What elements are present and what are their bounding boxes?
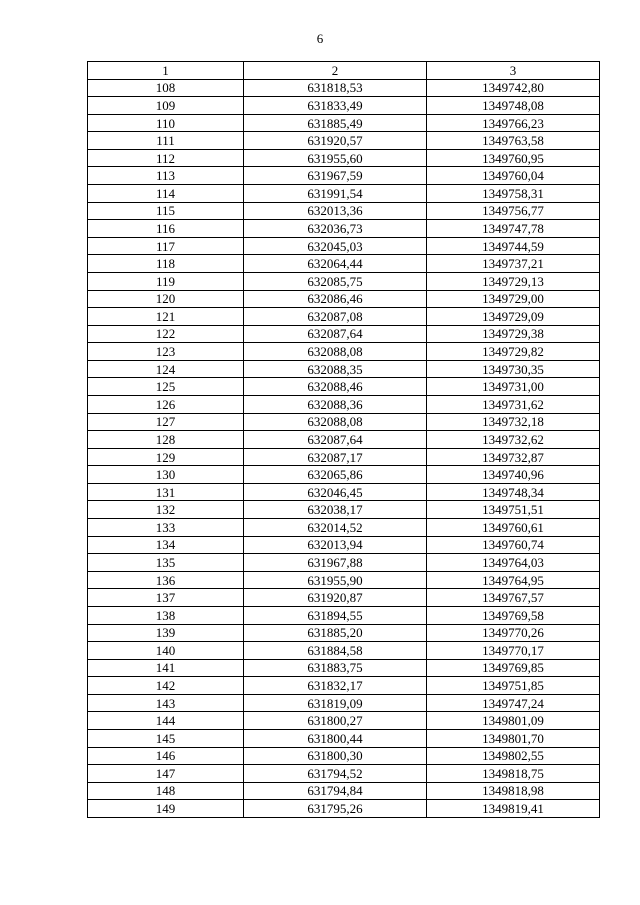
point-number-cell: 124 [88, 360, 244, 378]
x-coordinate-cell: 632013,36 [244, 202, 427, 220]
point-number-cell: 135 [88, 554, 244, 572]
y-coordinate-cell: 1349818,98 [427, 782, 600, 800]
y-coordinate-cell: 1349748,08 [427, 97, 600, 115]
point-number-cell: 117 [88, 237, 244, 255]
x-coordinate-cell: 631894,55 [244, 606, 427, 624]
table-row [88, 448, 600, 466]
y-coordinate-cell: 1349731,62 [427, 395, 600, 413]
y-coordinate-cell: 1349801,70 [427, 729, 600, 747]
y-coordinate-cell: 1349818,75 [427, 765, 600, 783]
point-number-cell: 113 [88, 167, 244, 185]
point-number-cell: 141 [88, 659, 244, 677]
x-coordinate-cell: 631885,20 [244, 624, 427, 642]
y-coordinate-cell: 1349802,55 [427, 747, 600, 765]
table-row [88, 185, 600, 203]
point-number-cell: 130 [88, 466, 244, 484]
y-coordinate-cell: 1349763,58 [427, 132, 600, 150]
x-coordinate-cell: 631794,52 [244, 765, 427, 783]
x-coordinate-cell: 631819,09 [244, 694, 427, 712]
x-coordinate-cell: 632064,44 [244, 255, 427, 273]
point-number-cell: 133 [88, 519, 244, 537]
table-row [88, 747, 600, 765]
point-number-cell: 131 [88, 483, 244, 501]
y-coordinate-cell: 1349730,35 [427, 360, 600, 378]
x-coordinate-cell: 631800,27 [244, 712, 427, 730]
y-coordinate-cell: 1349764,03 [427, 554, 600, 572]
point-number-cell: 139 [88, 624, 244, 642]
table-row [88, 132, 600, 150]
table-row [88, 765, 600, 783]
table-row [88, 149, 600, 167]
x-coordinate-cell: 631818,53 [244, 79, 427, 97]
y-coordinate-cell: 1349758,31 [427, 185, 600, 203]
x-coordinate-cell: 632087,17 [244, 448, 427, 466]
point-number-cell: 144 [88, 712, 244, 730]
table-row [88, 220, 600, 238]
table-row [88, 800, 600, 818]
x-coordinate-cell: 631920,87 [244, 589, 427, 607]
column-header-y: 3 [427, 62, 600, 80]
table-row [88, 290, 600, 308]
table-row [88, 782, 600, 800]
x-coordinate-cell: 631884,58 [244, 642, 427, 660]
x-coordinate-cell: 631991,54 [244, 185, 427, 203]
table-row [88, 589, 600, 607]
y-coordinate-cell: 1349751,51 [427, 501, 600, 519]
point-number-cell: 149 [88, 800, 244, 818]
table-row [88, 413, 600, 431]
x-coordinate-cell: 632045,03 [244, 237, 427, 255]
point-number-cell: 108 [88, 79, 244, 97]
x-coordinate-cell: 632088,36 [244, 395, 427, 413]
table-row [88, 167, 600, 185]
table-row [88, 395, 600, 413]
y-coordinate-cell: 1349760,74 [427, 536, 600, 554]
y-coordinate-cell: 1349729,82 [427, 343, 600, 361]
x-coordinate-cell: 632036,73 [244, 220, 427, 238]
point-number-cell: 145 [88, 729, 244, 747]
point-number-cell: 134 [88, 536, 244, 554]
x-coordinate-cell: 632088,08 [244, 343, 427, 361]
table-row [88, 325, 600, 343]
y-coordinate-cell: 1349748,34 [427, 483, 600, 501]
point-number-cell: 140 [88, 642, 244, 660]
table-row [88, 308, 600, 326]
y-coordinate-cell: 1349744,59 [427, 237, 600, 255]
table-row [88, 729, 600, 747]
table-row [88, 624, 600, 642]
y-coordinate-cell: 1349747,24 [427, 694, 600, 712]
table-row [88, 694, 600, 712]
point-number-cell: 125 [88, 378, 244, 396]
point-number-cell: 127 [88, 413, 244, 431]
table-row [88, 466, 600, 484]
point-number-cell: 114 [88, 185, 244, 203]
point-number-cell: 137 [88, 589, 244, 607]
table-row [88, 642, 600, 660]
x-coordinate-cell: 631883,75 [244, 659, 427, 677]
table-row [88, 536, 600, 554]
y-coordinate-cell: 1349756,77 [427, 202, 600, 220]
point-number-cell: 118 [88, 255, 244, 273]
point-number-cell: 116 [88, 220, 244, 238]
point-number-cell: 132 [88, 501, 244, 519]
point-number-cell: 126 [88, 395, 244, 413]
table-row [88, 677, 600, 695]
table-row [88, 378, 600, 396]
x-coordinate-cell: 632038,17 [244, 501, 427, 519]
y-coordinate-cell: 1349729,13 [427, 272, 600, 290]
y-coordinate-cell: 1349801,09 [427, 712, 600, 730]
y-coordinate-cell: 1349769,85 [427, 659, 600, 677]
y-coordinate-cell: 1349732,87 [427, 448, 600, 466]
point-number-cell: 142 [88, 677, 244, 695]
y-coordinate-cell: 1349764,95 [427, 571, 600, 589]
y-coordinate-cell: 1349729,09 [427, 308, 600, 326]
x-coordinate-cell: 632014,52 [244, 519, 427, 537]
table-row [88, 255, 600, 273]
point-number-cell: 128 [88, 431, 244, 449]
x-coordinate-cell: 632085,75 [244, 272, 427, 290]
table-body [88, 79, 600, 817]
x-coordinate-cell: 631955,60 [244, 149, 427, 167]
point-number-cell: 111 [88, 132, 244, 150]
table-header-row [88, 62, 600, 80]
column-header-point-number: 1 [88, 62, 244, 80]
point-number-cell: 112 [88, 149, 244, 167]
point-number-cell: 115 [88, 202, 244, 220]
y-coordinate-cell: 1349729,38 [427, 325, 600, 343]
x-coordinate-cell: 631832,17 [244, 677, 427, 695]
point-number-cell: 109 [88, 97, 244, 115]
x-coordinate-cell: 632065,86 [244, 466, 427, 484]
y-coordinate-cell: 1349729,00 [427, 290, 600, 308]
x-coordinate-cell: 631955,90 [244, 571, 427, 589]
coordinates-table [87, 61, 600, 818]
table-row [88, 519, 600, 537]
table-row [88, 606, 600, 624]
y-coordinate-cell: 1349732,62 [427, 431, 600, 449]
x-coordinate-cell: 632046,45 [244, 483, 427, 501]
y-coordinate-cell: 1349770,17 [427, 642, 600, 660]
x-coordinate-cell: 632087,64 [244, 431, 427, 449]
y-coordinate-cell: 1349732,18 [427, 413, 600, 431]
x-coordinate-cell: 632088,08 [244, 413, 427, 431]
table-row [88, 360, 600, 378]
x-coordinate-cell: 632086,46 [244, 290, 427, 308]
table-row [88, 501, 600, 519]
point-number-cell: 136 [88, 571, 244, 589]
x-coordinate-cell: 632087,64 [244, 325, 427, 343]
table-row [88, 554, 600, 572]
point-number-cell: 123 [88, 343, 244, 361]
table-row [88, 202, 600, 220]
x-coordinate-cell: 632088,46 [244, 378, 427, 396]
y-coordinate-cell: 1349770,26 [427, 624, 600, 642]
table-row [88, 114, 600, 132]
point-number-cell: 147 [88, 765, 244, 783]
x-coordinate-cell: 631800,44 [244, 729, 427, 747]
table-row [88, 483, 600, 501]
y-coordinate-cell: 1349819,41 [427, 800, 600, 818]
point-number-cell: 121 [88, 308, 244, 326]
x-coordinate-cell: 631795,26 [244, 800, 427, 818]
y-coordinate-cell: 1349769,58 [427, 606, 600, 624]
point-number-cell: 119 [88, 272, 244, 290]
y-coordinate-cell: 1349747,78 [427, 220, 600, 238]
x-coordinate-cell: 631885,49 [244, 114, 427, 132]
y-coordinate-cell: 1349731,00 [427, 378, 600, 396]
x-coordinate-cell: 631794,84 [244, 782, 427, 800]
x-coordinate-cell: 631833,49 [244, 97, 427, 115]
point-number-cell: 110 [88, 114, 244, 132]
point-number-cell: 122 [88, 325, 244, 343]
table-row [88, 431, 600, 449]
x-coordinate-cell: 631967,59 [244, 167, 427, 185]
table-row [88, 237, 600, 255]
table-row [88, 97, 600, 115]
table-row [88, 343, 600, 361]
table-row [88, 79, 600, 97]
y-coordinate-cell: 1349760,04 [427, 167, 600, 185]
x-coordinate-cell: 632013,94 [244, 536, 427, 554]
column-header-x: 2 [244, 62, 427, 80]
point-number-cell: 120 [88, 290, 244, 308]
y-coordinate-cell: 1349760,61 [427, 519, 600, 537]
table-row [88, 272, 600, 290]
y-coordinate-cell: 1349742,80 [427, 79, 600, 97]
x-coordinate-cell: 631967,88 [244, 554, 427, 572]
table-row [88, 659, 600, 677]
x-coordinate-cell: 631920,57 [244, 132, 427, 150]
table-row [88, 571, 600, 589]
y-coordinate-cell: 1349766,23 [427, 114, 600, 132]
point-number-cell: 148 [88, 782, 244, 800]
point-number-cell: 146 [88, 747, 244, 765]
point-number-cell: 138 [88, 606, 244, 624]
y-coordinate-cell: 1349760,95 [427, 149, 600, 167]
page-number: 6 [316, 31, 324, 46]
x-coordinate-cell: 631800,30 [244, 747, 427, 765]
y-coordinate-cell: 1349740,96 [427, 466, 600, 484]
table-row [88, 712, 600, 730]
point-number-cell: 143 [88, 694, 244, 712]
x-coordinate-cell: 632087,08 [244, 308, 427, 326]
x-coordinate-cell: 632088,35 [244, 360, 427, 378]
point-number-cell: 129 [88, 448, 244, 466]
y-coordinate-cell: 1349767,57 [427, 589, 600, 607]
y-coordinate-cell: 1349751,85 [427, 677, 600, 695]
y-coordinate-cell: 1349737,21 [427, 255, 600, 273]
